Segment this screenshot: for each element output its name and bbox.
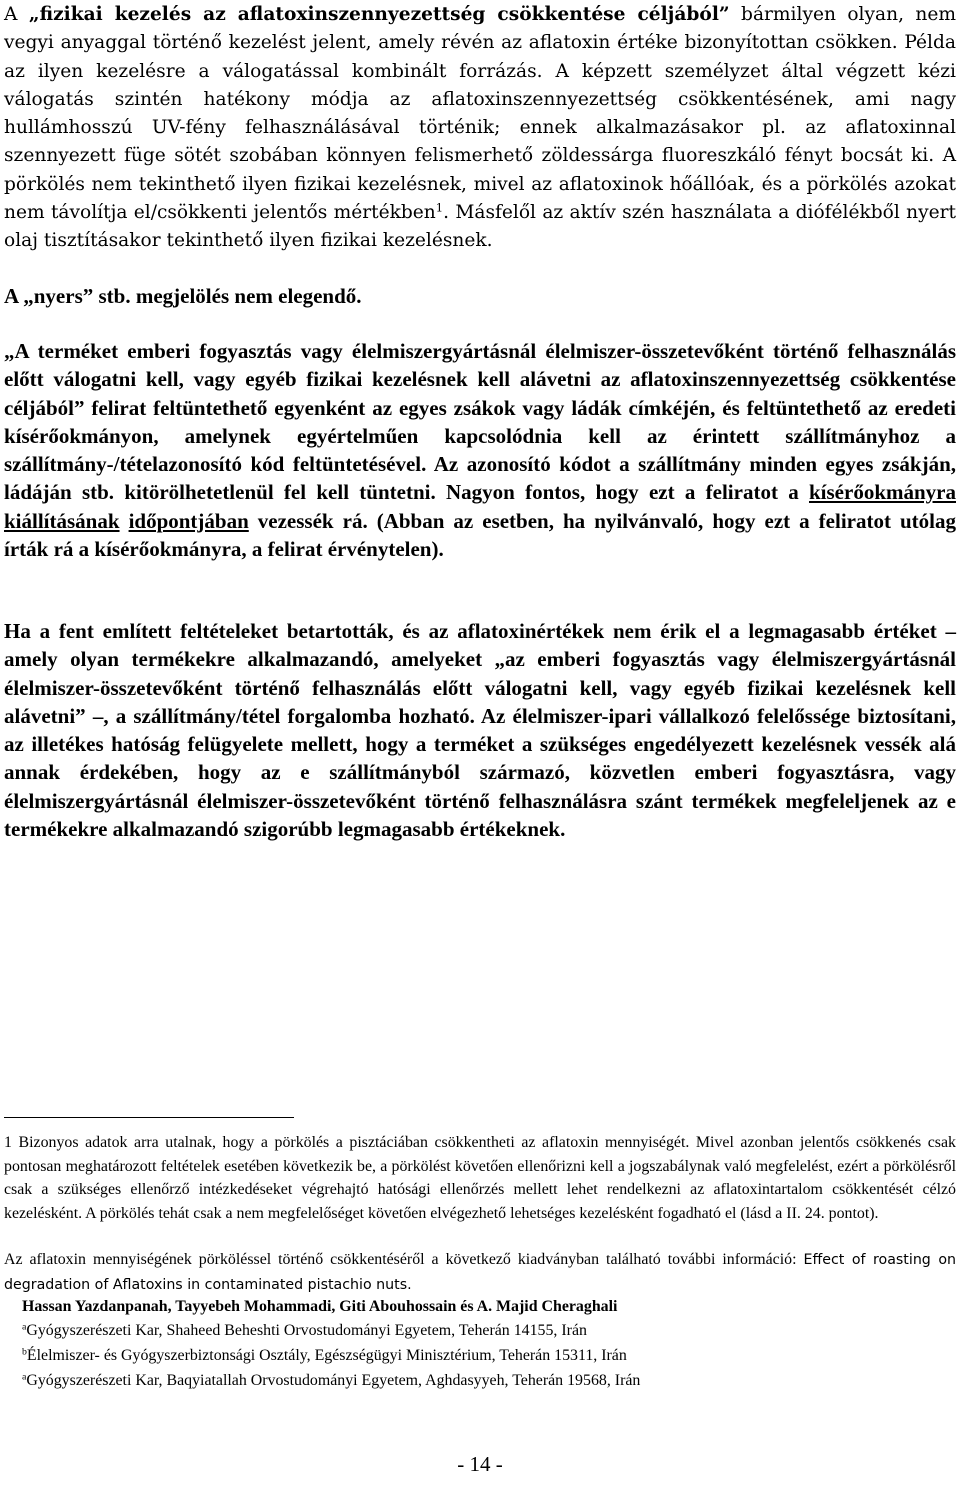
text-run: bármilyen olyan, nem vegyi anyaggal történő kezelést jelent, amely révén az aflatoxin értéke bizonyítottan csökken. Példa az ilyen kezelésre a válogatással kombinált forrázás. A képzett személyzet által végzett kézi válogatás szintén hatékony módja az aflatoxinszennyezettség csökkentésének, ami nagy hullámhosszú UV-fény felhasználásával történik; ennek alkalmazásakor pl. az aflatoxinnal szennyezett füge sötét szobában könnyen felismerhető zöldessárga fluoreszkáló fényt bocsát ki. A pörkölés nem tekinthető ilyen fizikai kezelésnek, mivel az aflatoxinok hőállóak, és a pörkölés azokat nem távolítja el/csökkenti jelentős mértékben	[4, 4, 957, 224]
text-run: vezessék rá. (Abban az esetben, ha nyilvánvaló, hogy ezt a feliratot utólag írták rá a kísérőokmányra, a felirat érvénytelen).	[4, 508, 956, 561]
underlined-text: időpontjában	[128, 508, 249, 533]
paragraph-market-conditions: Ha a fent említett feltételeket betartották, és az aflatoxinértékek nem érik el a legmagasabb értéket – amely olyan termékekre alkalmazandó, amelyeket „az emberi fogyasztás vagy élelmiszergyártásnál élelmiszer-összetevőként történő felhasználás előtt válogatni kell, vagy egyéb fizikai kezelésnek kell alávetni” –, a szállítmány/tétel forgalomba hozható. Az élelmiszer-ipari vállalkozó felelőssége biztosítani, az illetékes hatóság felügyelete mellett, hogy a terméket a szükséges engedélyezett kezelésnek vessék alá annak érdekében, hogy az e szállítmányból származó, közvetlen emberi fogyasztásra, vagy élelmiszergyártásnál élelmiszer-összetevőként történő felhasználásra szánt termékek megfeleljenek az e termékekre alkalmazandó szigorúbb legmagasabb értékeknek.	[4, 619, 956, 841]
affiliation-marker: b	[22, 1346, 27, 1358]
footnote-separator	[4, 1117, 294, 1118]
paragraph-label-requirement	[4, 337, 956, 563]
affiliation-marker: a	[22, 1321, 27, 1333]
affiliation	[22, 1344, 627, 1368]
text-run: . Másfelől az aktív szén használata a diófélékből nyert olaj tisztításakor tekinthető ilyen fizikai kezelésnek.	[4, 202, 956, 252]
text-run: „A terméket emberi fogyasztás vagy élelmiszergyártásnál élelmiszer-összetevőként történő felhasználás előtt válogatni kell, vagy egyéb fizikai kezelésnek kell alávetni az aflatoxinszennyezettség csökkentése céljából” felirat feltüntethető egyenként az egyes zsákok vagy ládák címkéjén, és feltüntethető az eredeti kísérőokmányon, amelynek egyértelműen kapcsolódnia kell az érintett szállítmányhoz a szállítmány-/tételazonosító kód feltüntetésével. Az azonosító kódot a szállítmány minden egyes zsákján, ládáján stb. kitörölhetetlenül fel kell tüntetni. Nagyon fontos, hogy ezt a feliratot a	[4, 339, 956, 505]
text-run	[120, 509, 129, 533]
text-run: Az aflatoxin mennyiségének pörköléssel történő csökkentéséről a következő kiadványban található további információ:	[4, 1251, 804, 1268]
text-run: Bizonyos adatok arra utalnak, hogy a pörkölés a pisztáciában csökkentheti az aflatoxin mennyiségét. Mivel azonban jelentős csökkenés csak pontosan meghatározott feltételek esetében következik be, a pörkölést követően ellenőrizni kell a jogszabálynak való megfelelést, ezért a pörkölésről csak a szükséges ellenőrző intézkedéseket végrehajtó hatósági ellenőrzés mellett lehet rendelkezni az aflatoxintartalom csökkentését célzó kezelésként. A pörkölés tehát csak a nem megfelelőséget követően elvégezhető lehetséges kezelésként fogadható el (lásd a II. 24. pontot).	[4, 1134, 956, 1222]
affiliation-marker: a	[22, 1371, 27, 1383]
affiliation-text: Élelmiszer- és Gyógyszerbiztonsági Osztály, Egészségügyi Minisztérium, Teherán 15311, Irán	[26, 1347, 627, 1364]
publication-title: Effect of roasting on degradation of Aflatoxins in contaminated pistachio nuts.	[4, 1252, 957, 1293]
affiliation-text: Gyógyszerészeti Kar, Baqyiatallah Orvostudományi Egyetem, Aghdasyyeh, Teherán 19568, Irán	[26, 1372, 641, 1389]
section-heading: A „nyers” stb. megjelölés nem elegendő.	[4, 284, 362, 308]
footnote-number: 1	[4, 1134, 12, 1151]
footnote-publication-info	[4, 1248, 956, 1297]
page-number: - 14 -	[457, 1452, 503, 1476]
affiliation-text: Gyógyszerészeti Kar, Shaheed Beheshti Orvostudományi Egyetem, Teherán 14155, Irán	[26, 1322, 587, 1339]
publication-authors: Hassan Yazdanpanah, Tayyebeh Mohammadi, Giti Abouhossain és A. Majid Cheraghali	[22, 1298, 618, 1315]
affiliation	[22, 1369, 640, 1393]
term-definition: „fizikai kezelés az aflatoxinszennyezettség csökkentése céljából”	[28, 4, 730, 25]
affiliation	[22, 1319, 587, 1343]
footnote-text	[4, 1131, 956, 1225]
paragraph-physical-treatment	[4, 1, 956, 256]
underlined-text: kísérőokmányra kiállításának	[4, 480, 956, 533]
text-run: A	[4, 4, 29, 25]
footnote-reference[interactable]: 1	[435, 200, 444, 215]
